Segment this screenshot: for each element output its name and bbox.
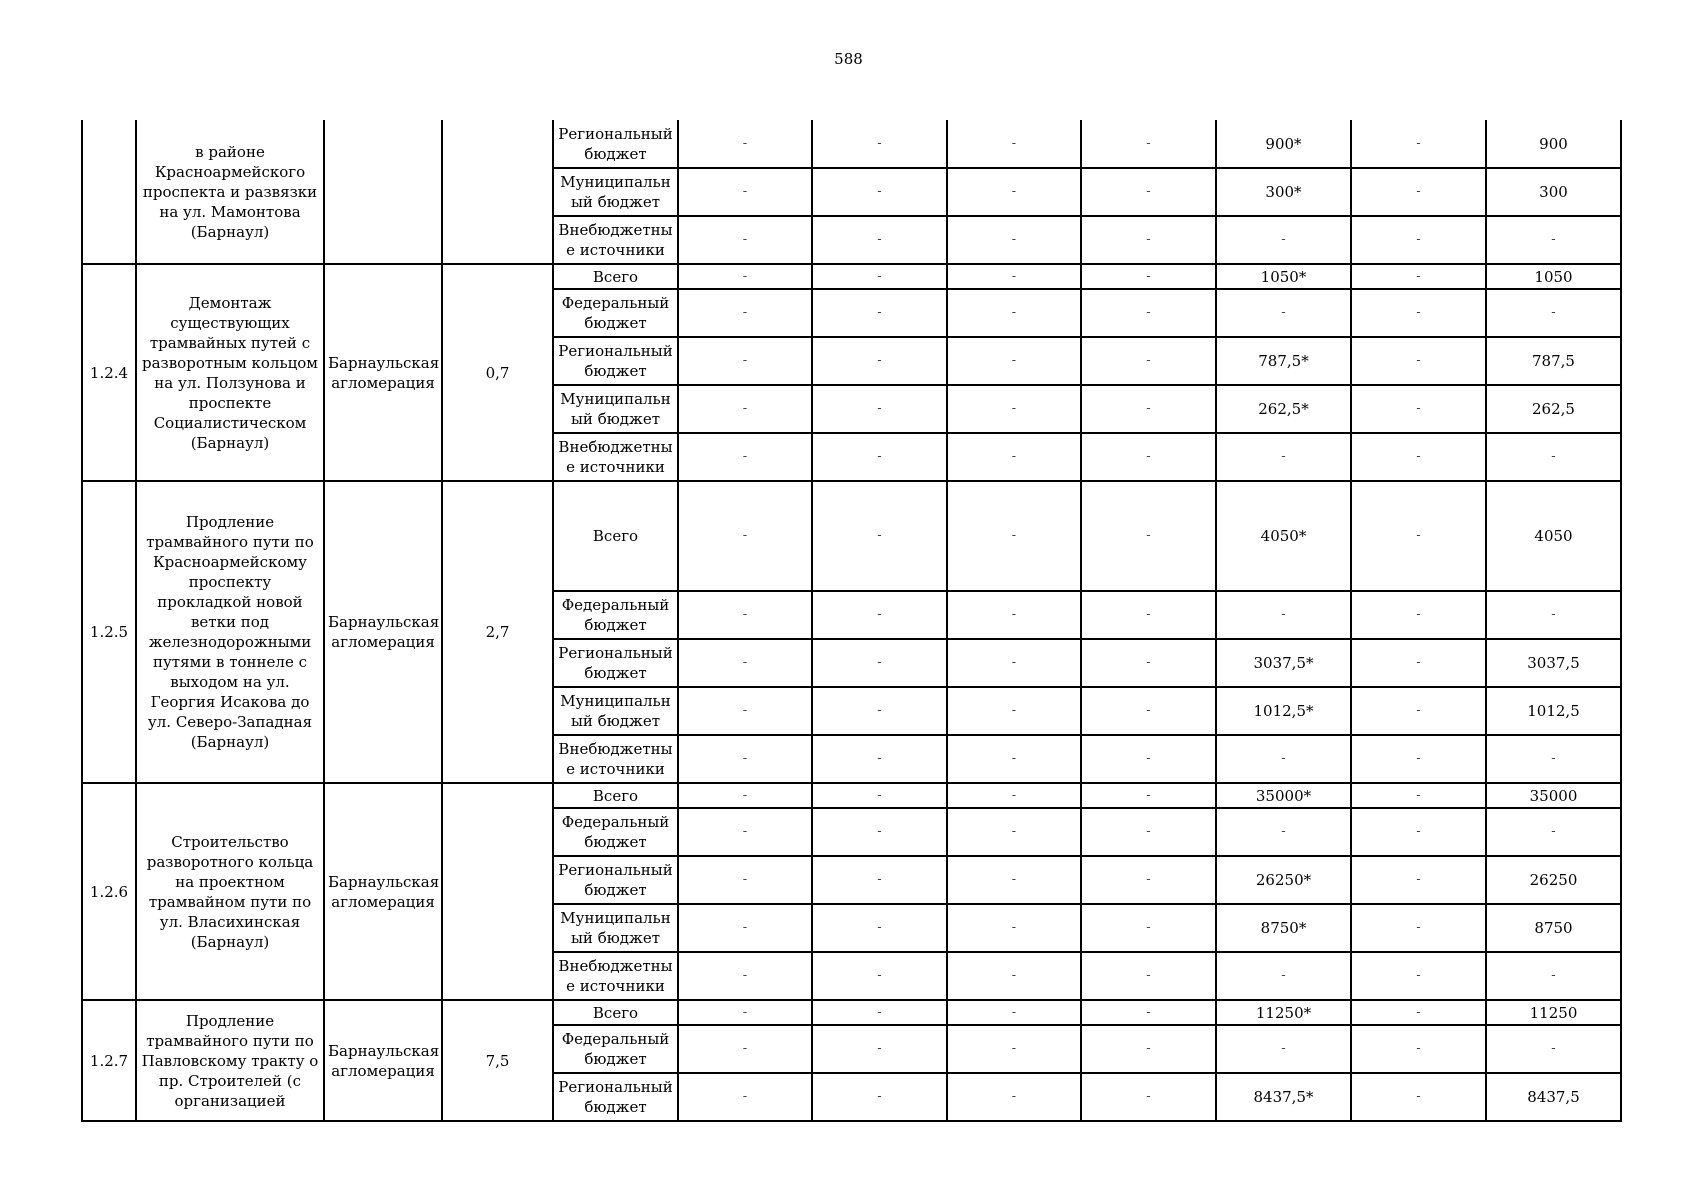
value-cell: - [1486, 216, 1621, 264]
value-cell: 35000* [1216, 783, 1351, 808]
value-cell: 3037,5* [1216, 639, 1351, 687]
value-cell: - [812, 337, 947, 385]
value-cell: 787,5 [1486, 337, 1621, 385]
value-cell: - [947, 904, 1081, 952]
value-cell: - [947, 687, 1081, 735]
value-cell: - [947, 337, 1081, 385]
value-cell: 3037,5 [1486, 639, 1621, 687]
value-cell: 11250* [1216, 1000, 1351, 1025]
funding-source: Муниципальн ый бюджет [553, 904, 678, 952]
value-cell: 26250* [1216, 856, 1351, 904]
area-name: Барнаульская агломерация [324, 264, 442, 481]
value-cell: - [1081, 904, 1216, 952]
funding-source: Всего [553, 264, 678, 289]
value-cell: - [1081, 385, 1216, 433]
value-cell: - [1486, 433, 1621, 481]
value-cell: 300 [1486, 168, 1621, 216]
row-number [82, 120, 136, 264]
area-name: Барнаульская агломерация [324, 783, 442, 1000]
funding-source: Региональный бюджет [553, 639, 678, 687]
value-cell: - [812, 433, 947, 481]
value-cell: - [812, 289, 947, 337]
value-cell: - [812, 735, 947, 783]
value-cell: - [1216, 1025, 1351, 1073]
value-cell: 8437,5 [1486, 1073, 1621, 1121]
value-cell: - [812, 168, 947, 216]
value-cell: - [1351, 1025, 1486, 1073]
row-number: 1.2.7 [82, 1000, 136, 1121]
value-cell: - [1351, 433, 1486, 481]
value-cell: - [812, 216, 947, 264]
value-cell: - [812, 1000, 947, 1025]
table-row [82, 264, 1621, 289]
value-cell: - [1081, 808, 1216, 856]
area-name: Барнаульская агломерация [324, 481, 442, 783]
value-cell: - [1351, 385, 1486, 433]
value-cell: - [678, 1025, 812, 1073]
length-value [442, 120, 553, 264]
value-cell: - [812, 481, 947, 591]
length-value [442, 783, 553, 1000]
value-cell: 4050* [1216, 481, 1351, 591]
value-cell: - [812, 687, 947, 735]
value-cell: 300* [1216, 168, 1351, 216]
value-cell: 8750* [1216, 904, 1351, 952]
value-cell: 262,5* [1216, 385, 1351, 433]
value-cell: - [678, 904, 812, 952]
value-cell: - [947, 1000, 1081, 1025]
value-cell: 1012,5 [1486, 687, 1621, 735]
value-cell: - [947, 433, 1081, 481]
value-cell: 900 [1486, 120, 1621, 168]
value-cell: - [678, 337, 812, 385]
value-cell: 35000 [1486, 783, 1621, 808]
value-cell: 900* [1216, 120, 1351, 168]
value-cell: - [678, 856, 812, 904]
value-cell: - [678, 120, 812, 168]
value-cell: - [678, 808, 812, 856]
value-cell: - [1351, 904, 1486, 952]
funding-source: Всего [553, 783, 678, 808]
value-cell: - [1351, 952, 1486, 1000]
funding-source: Всего [553, 481, 678, 591]
value-cell: - [812, 639, 947, 687]
value-cell: - [947, 952, 1081, 1000]
value-cell: - [1216, 216, 1351, 264]
value-cell: - [678, 735, 812, 783]
value-cell: - [1351, 639, 1486, 687]
value-cell: - [1081, 687, 1216, 735]
value-cell: 8750 [1486, 904, 1621, 952]
value-cell: 8437,5* [1216, 1073, 1351, 1121]
value-cell: - [1081, 337, 1216, 385]
funding-source: Федеральный бюджет [553, 591, 678, 639]
value-cell: - [678, 433, 812, 481]
value-cell: - [1081, 856, 1216, 904]
value-cell: - [1081, 639, 1216, 687]
value-cell: - [812, 1073, 947, 1121]
value-cell: - [1216, 591, 1351, 639]
value-cell: - [1351, 1073, 1486, 1121]
value-cell: - [1216, 808, 1351, 856]
funding-source: Федеральный бюджет [553, 808, 678, 856]
value-cell: 1050* [1216, 264, 1351, 289]
value-cell: - [678, 385, 812, 433]
value-cell: - [1351, 591, 1486, 639]
value-cell: - [1081, 120, 1216, 168]
value-cell: - [678, 216, 812, 264]
measure-name: Строительство разворотного кольца на проектном трамвайном пути по ул. Власихинская (Барнаул) [136, 783, 324, 1000]
value-cell: - [678, 952, 812, 1000]
value-cell: - [678, 289, 812, 337]
value-cell: - [678, 591, 812, 639]
funding-source: Внебюджетны е источники [553, 216, 678, 264]
budget-table [81, 120, 1622, 1122]
value-cell: - [1081, 216, 1216, 264]
table-row [82, 783, 1621, 808]
value-cell: - [812, 591, 947, 639]
value-cell: - [1486, 808, 1621, 856]
value-cell: - [678, 264, 812, 289]
value-cell: - [947, 591, 1081, 639]
value-cell: - [947, 1073, 1081, 1121]
value-cell: - [1081, 264, 1216, 289]
funding-source: Муниципальн ый бюджет [553, 385, 678, 433]
value-cell: - [812, 264, 947, 289]
value-cell: - [947, 856, 1081, 904]
value-cell: - [1081, 952, 1216, 1000]
value-cell: - [947, 808, 1081, 856]
value-cell: 787,5* [1216, 337, 1351, 385]
value-cell: - [1081, 1000, 1216, 1025]
value-cell: - [812, 904, 947, 952]
value-cell: - [1081, 591, 1216, 639]
funding-source: Региональный бюджет [553, 856, 678, 904]
value-cell: - [1216, 433, 1351, 481]
funding-source: Федеральный бюджет [553, 289, 678, 337]
value-cell: - [812, 783, 947, 808]
value-cell: - [678, 687, 812, 735]
area-name: Барнаульская агломерация [324, 1000, 442, 1121]
value-cell: - [1081, 481, 1216, 591]
value-cell: - [1216, 289, 1351, 337]
value-cell: - [678, 168, 812, 216]
value-cell: - [1081, 168, 1216, 216]
value-cell: - [1486, 289, 1621, 337]
value-cell: 4050 [1486, 481, 1621, 591]
value-cell: - [678, 783, 812, 808]
value-cell: - [947, 639, 1081, 687]
value-cell: - [1351, 1000, 1486, 1025]
value-cell: - [1351, 856, 1486, 904]
value-cell: - [1351, 783, 1486, 808]
funding-source: Региональный бюджет [553, 1073, 678, 1121]
value-cell: 11250 [1486, 1000, 1621, 1025]
table-row [82, 481, 1621, 591]
value-cell: - [678, 639, 812, 687]
measure-name: в районе Красноармейского проспекта и развязки на ул. Мамонтова (Барнаул) [136, 120, 324, 264]
measure-name: Продление трамвайного пути по Павловскому тракту о пр. Строителей (с организацией [136, 1000, 324, 1121]
value-cell: - [812, 385, 947, 433]
value-cell: - [1081, 783, 1216, 808]
value-cell: - [1216, 952, 1351, 1000]
value-cell: - [1081, 735, 1216, 783]
value-cell: - [1351, 735, 1486, 783]
funding-source: Всего [553, 1000, 678, 1025]
funding-source: Федеральный бюджет [553, 1025, 678, 1073]
value-cell: - [812, 952, 947, 1000]
value-cell: - [812, 808, 947, 856]
measure-name: Продление трамвайного пути по Красноармейскому проспекту прокладкой новой ветки под железнодорожными путями в тоннеле с выходом на ул. Георгия Исакова до ул. Северо-Западная (Барнаул) [136, 481, 324, 783]
value-cell: 262,5 [1486, 385, 1621, 433]
value-cell: 26250 [1486, 856, 1621, 904]
funding-source: Внебюджетны е источники [553, 433, 678, 481]
value-cell: - [1486, 591, 1621, 639]
value-cell: - [1081, 289, 1216, 337]
value-cell: - [947, 120, 1081, 168]
value-cell: - [678, 1073, 812, 1121]
area-name [324, 120, 442, 264]
value-cell: - [1351, 216, 1486, 264]
funding-source: Региональный бюджет [553, 120, 678, 168]
row-number: 1.2.5 [82, 481, 136, 783]
value-cell: - [812, 856, 947, 904]
value-cell: - [1351, 808, 1486, 856]
length-value: 7,5 [442, 1000, 553, 1121]
value-cell: - [947, 216, 1081, 264]
value-cell: - [1081, 433, 1216, 481]
funding-source: Региональный бюджет [553, 337, 678, 385]
page-number: 588 [834, 50, 863, 68]
value-cell: - [812, 1025, 947, 1073]
value-cell: - [1351, 168, 1486, 216]
value-cell: 1050 [1486, 264, 1621, 289]
value-cell: - [812, 120, 947, 168]
value-cell: - [1081, 1073, 1216, 1121]
row-number: 1.2.6 [82, 783, 136, 1000]
measure-name: Демонтаж существующих трамвайных путей с разворотным кольцом на ул. Ползунова и проспекте Социалистическом (Барнаул) [136, 264, 324, 481]
value-cell: - [1216, 735, 1351, 783]
length-value: 0,7 [442, 264, 553, 481]
value-cell: 1012,5* [1216, 687, 1351, 735]
funding-source: Внебюджетны е источники [553, 735, 678, 783]
value-cell: - [1486, 952, 1621, 1000]
value-cell: - [947, 735, 1081, 783]
value-cell: - [1351, 264, 1486, 289]
value-cell: - [1351, 687, 1486, 735]
funding-source: Муниципальн ый бюджет [553, 687, 678, 735]
value-cell: - [1081, 1025, 1216, 1073]
value-cell: - [678, 1000, 812, 1025]
value-cell: - [1351, 337, 1486, 385]
value-cell: - [678, 481, 812, 591]
table-row [82, 1000, 1621, 1025]
value-cell: - [1351, 120, 1486, 168]
value-cell: - [947, 168, 1081, 216]
value-cell: - [947, 289, 1081, 337]
value-cell: - [947, 481, 1081, 591]
value-cell: - [1486, 735, 1621, 783]
length-value: 2,7 [442, 481, 553, 783]
funding-source: Муниципальн ый бюджет [553, 168, 678, 216]
value-cell: - [1486, 1025, 1621, 1073]
row-number: 1.2.4 [82, 264, 136, 481]
value-cell: - [947, 1025, 1081, 1073]
funding-source: Внебюджетны е источники [553, 952, 678, 1000]
value-cell: - [1351, 481, 1486, 591]
value-cell: - [947, 783, 1081, 808]
value-cell: - [947, 385, 1081, 433]
table-row [82, 120, 1621, 168]
value-cell: - [947, 264, 1081, 289]
value-cell: - [1351, 289, 1486, 337]
